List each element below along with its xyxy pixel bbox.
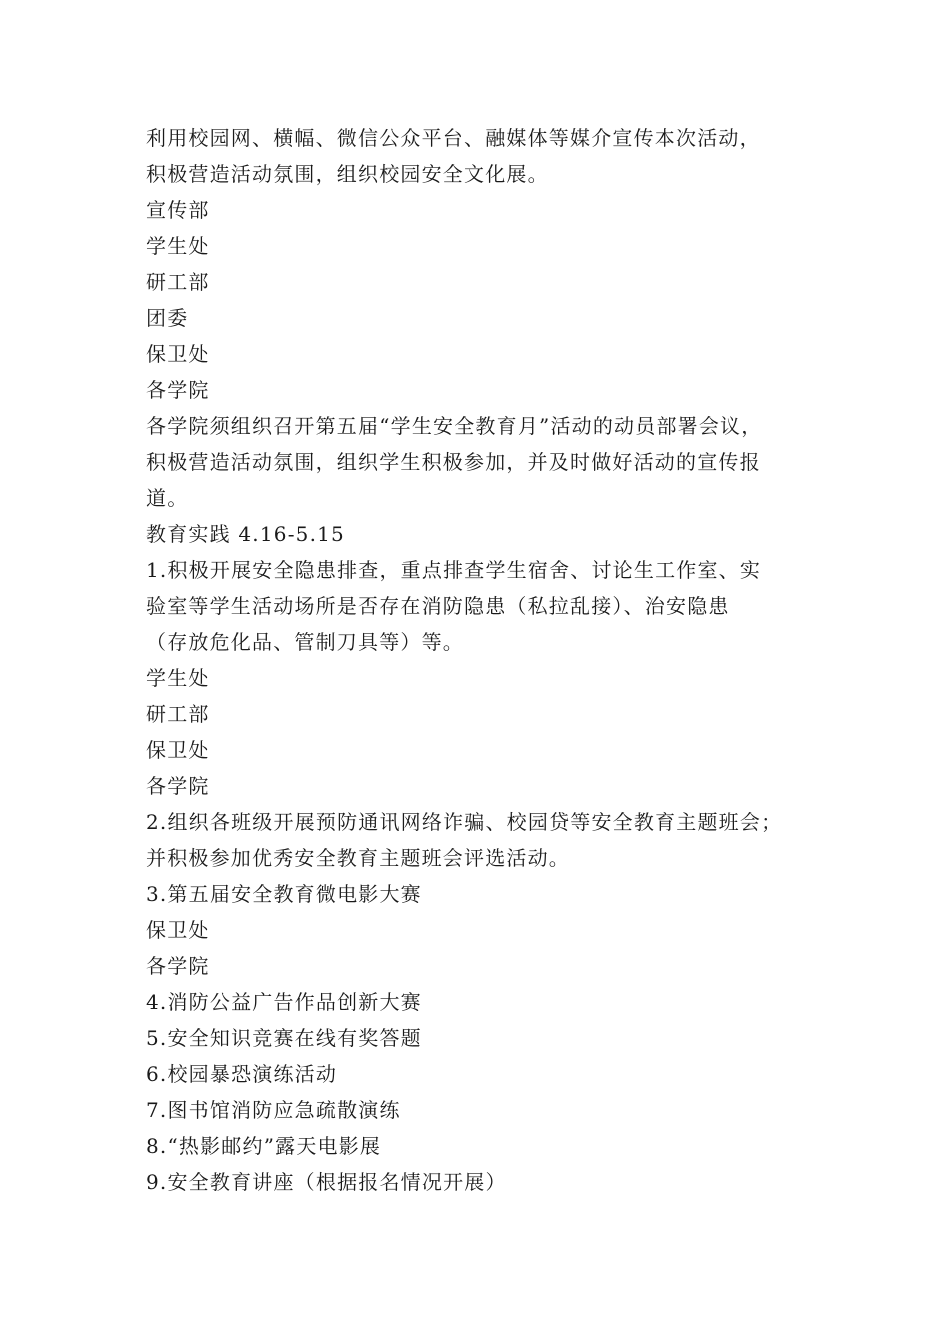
paragraph-line: 道。	[146, 486, 189, 510]
section-heading: 教育实践 4.16-5.15	[146, 522, 345, 546]
list-item-continuation: 验室等学生活动场所是否存在消防隐患（私拉乱接）、治安隐患	[146, 594, 730, 618]
list-item: 3.第五届安全教育微电影大赛	[146, 882, 422, 906]
paragraph-line: 积极营造活动氛围，组织学生积极参加，并及时做好活动的宣传报	[146, 450, 761, 474]
list-item: 6.校园暴恐演练活动	[146, 1062, 338, 1086]
department-item: 各学院	[146, 378, 210, 402]
department-item: 保卫处	[146, 918, 210, 942]
list-item: 5.安全知识竞赛在线有奖答题	[146, 1026, 422, 1050]
department-item: 各学院	[146, 774, 210, 798]
department-item: 保卫处	[146, 342, 210, 366]
department-item: 各学院	[146, 954, 210, 978]
list-item: 2.组织各班级开展预防通讯网络诈骗、校园贷等安全教育主题班会；	[146, 810, 783, 834]
paragraph-line: 各学院须组织召开第五届“学生安全教育月”活动的动员部署会议，	[146, 414, 763, 438]
department-item: 研工部	[146, 270, 210, 294]
department-item: 学生处	[146, 234, 210, 258]
paragraph-line: 利用校园网、横幅、微信公众平台、融媒体等媒介宣传本次活动，	[146, 126, 761, 150]
list-item: 4.消防公益广告作品创新大赛	[146, 990, 422, 1014]
department-item: 团委	[146, 306, 189, 330]
list-item: 7.图书馆消防应急疏散演练	[146, 1098, 401, 1122]
department-item: 保卫处	[146, 738, 210, 762]
paragraph-line: 积极营造活动氛围，组织校园安全文化展。	[146, 162, 549, 186]
list-item-continuation: （存放危化品、管制刀具等）等。	[146, 630, 464, 654]
list-item-continuation: 并积极参加优秀安全教育主题班会评选活动。	[146, 846, 570, 870]
list-item: 8.“热影邮约”露天电影展	[146, 1134, 382, 1158]
department-item: 研工部	[146, 702, 210, 726]
list-item: 1.积极开展安全隐患排查，重点排查学生宿舍、讨论生工作室、实	[146, 558, 762, 582]
department-item: 宣传部	[146, 198, 210, 222]
list-item: 9.安全教育讲座（根据报名情况开展）	[146, 1170, 507, 1194]
department-item: 学生处	[146, 666, 210, 690]
document-page	[146, 120, 836, 1200]
